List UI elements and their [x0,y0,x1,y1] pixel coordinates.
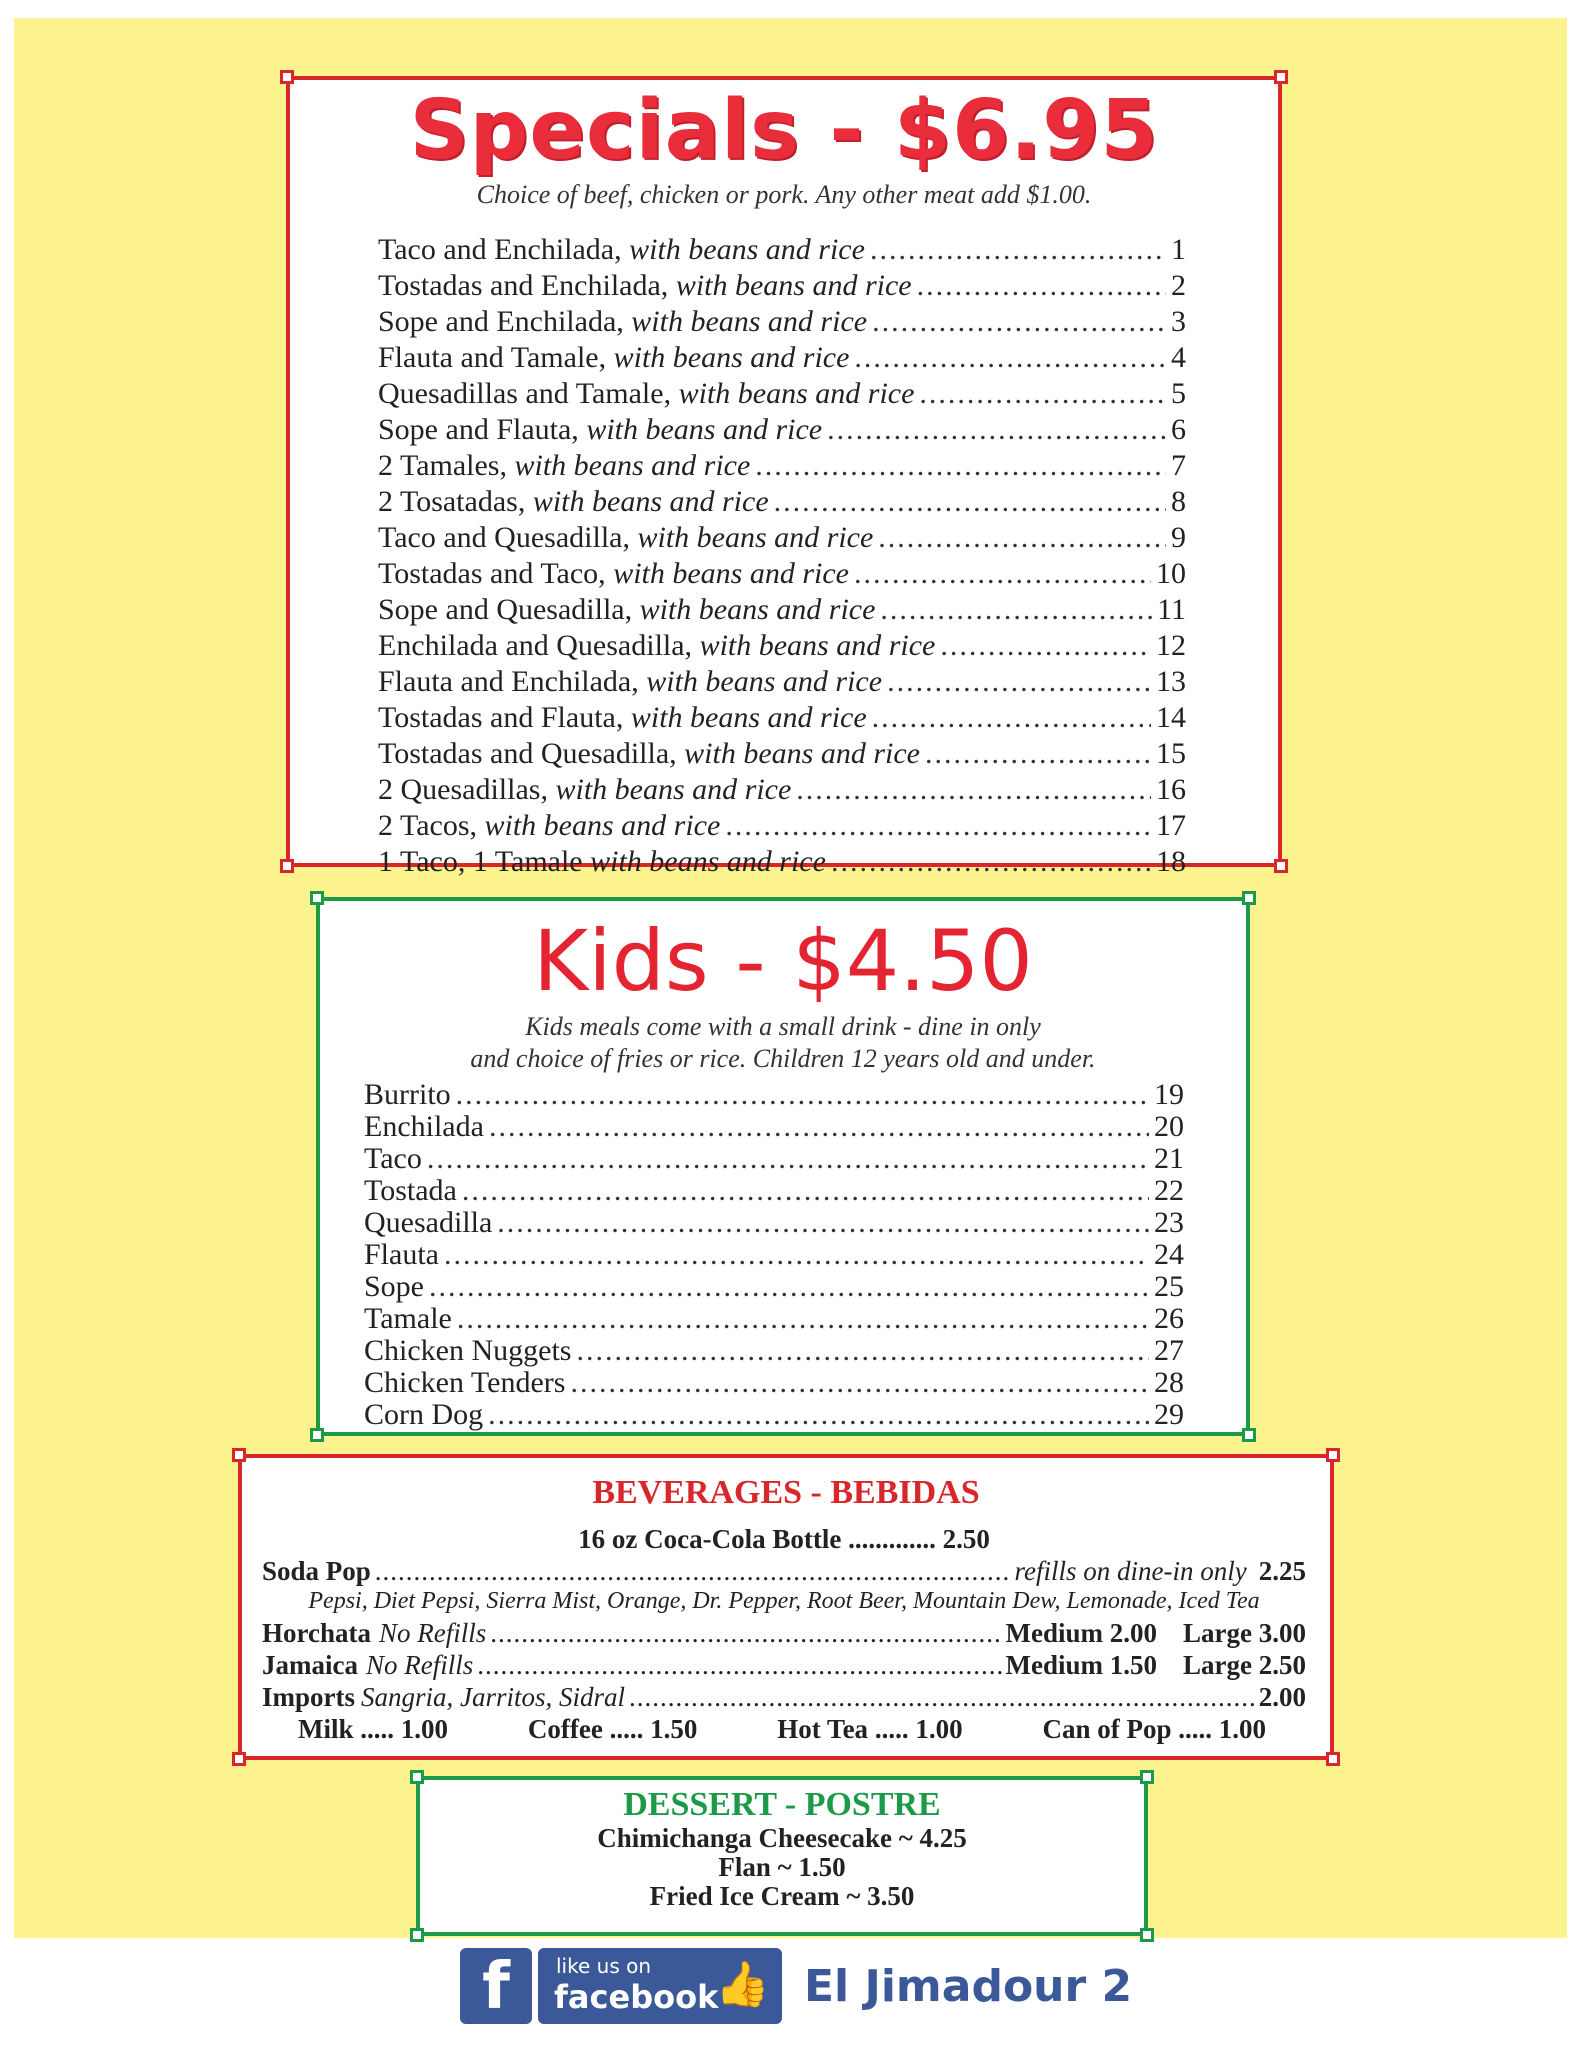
item-number: 28 [1154,1366,1184,1399]
kids-item: Sope ..... 25 [364,1271,1184,1303]
jamaica-line: Jamaica No Refills ..... Medium 1.50 Large 2.50 [262,1650,1306,1681]
item-number: 25 [1154,1270,1184,1303]
kids-list [364,1079,1184,1431]
dessert-title: DESSERT - POSTRE [623,1786,941,1823]
specials-item: 2 Tamales, with beans and rice ..... 7 [378,448,1186,484]
item-number: 6 [1171,413,1186,446]
item-number: 2 [1171,269,1186,302]
facebook-icon[interactable]: f [460,1948,532,2024]
small-drinks-line [298,1714,1266,1745]
kids-panel [316,897,1250,1436]
kids-item: Corn Dog ..... 29 [364,1399,1184,1431]
footer [460,1946,1132,2026]
milk-item: Milk ..... 1.00 [298,1714,449,1744]
item-number: 23 [1154,1206,1184,1239]
specials-item: 2 Tosatadas, with beans and rice ..... 8 [378,484,1186,520]
item-number: 5 [1171,377,1186,410]
restaurant-name: El Jimadour 2 [804,1960,1133,2012]
kids-item: Burrito ..... 19 [364,1079,1184,1111]
can-of-pop-item: Can of Pop ..... 1.00 [1042,1714,1266,1744]
specials-item: Tostadas and Taco, with beans and rice ..... 10 [378,556,1186,592]
specials-item: Tostadas and Flauta, with beans and rice ..... 14 [378,700,1186,736]
specials-item: 2 Quesadillas, with beans and rice ..... 16 [378,772,1186,808]
specials-item: Sope and Flauta, with beans and rice ..... 6 [378,412,1186,448]
facebook-like-badge[interactable]: like us on facebook 👍 [538,1948,782,2024]
soda-flavors: Pepsi, Diet Pepsi, Sierra Mist, Orange, Dr. Pepper, Root Beer, Mountain Dew, Lemonade, Iced Tea [308,1588,1260,1614]
kids-item: Quesadilla ..... 23 [364,1207,1184,1239]
horchata-line: Horchata No Refills ..... Medium 2.00 Large 3.00 [262,1618,1306,1649]
dessert-item: Chimichanga Cheesecake ~ 4.25 [597,1823,967,1853]
item-number: 20 [1154,1110,1184,1143]
specials-item: Sope and Quesadilla, with beans and rice ..... 11 [378,592,1186,628]
item-number: 18 [1156,845,1186,878]
item-number: 1 [1171,233,1186,266]
item-number: 12 [1156,629,1186,662]
specials-item: 1 Taco, 1 Tamale with beans and rice ..... 18 [378,844,1186,880]
imports-line: Imports Sangria, Jarritos, Sidral ..... 2.00 [262,1682,1306,1713]
specials-list [378,232,1186,880]
kids-item: Tamale ..... 26 [364,1303,1184,1335]
item-number: 17 [1156,809,1186,842]
item-number: 16 [1156,773,1186,806]
item-number: 8 [1171,485,1186,518]
kids-subtitle-1: Kids meals come with a small drink - dine in only [525,1012,1041,1041]
item-number: 4 [1171,341,1186,374]
item-number: 15 [1156,737,1186,770]
kids-title: Kids - $4.50 [533,912,1033,1010]
item-number: 21 [1154,1142,1184,1175]
specials-item: Sope and Enchilada, with beans and rice ..... 3 [378,304,1186,340]
item-number: 7 [1171,449,1186,482]
specials-item: Quesadillas and Tamale, with beans and rice ..... 5 [378,376,1186,412]
kids-item: Tostada ..... 22 [364,1175,1184,1207]
specials-item: Flauta and Tamale, with beans and rice ..... 4 [378,340,1186,376]
specials-item: Taco and Quesadilla, with beans and rice ..... 9 [378,520,1186,556]
kids-item: Enchilada ..... 20 [364,1111,1184,1143]
kids-item: Flauta ..... 24 [364,1239,1184,1271]
item-number: 11 [1157,593,1186,626]
item-number: 10 [1156,557,1186,590]
item-number: 29 [1154,1398,1184,1431]
item-number: 24 [1154,1238,1184,1271]
specials-item: 2 Tacos, with beans and rice ..... 17 [378,808,1186,844]
coke-line: 16 oz Coca-Cola Bottle ............. 2.50 [578,1524,990,1554]
thumbs-up-icon: 👍 [715,1959,770,2010]
kids-item: Taco ..... 21 [364,1143,1184,1175]
item-number: 27 [1154,1334,1184,1367]
kids-subtitle-2: and choice of fries or rice. Children 12 years old and under. [470,1044,1096,1073]
specials-subtitle: Choice of beef, chicken or pork. Any other meat add $1.00. [476,180,1092,209]
specials-item: Flauta and Enchilada, with beans and rice ..... 13 [378,664,1186,700]
soda-line: Soda Pop ..... refills on dine-in only 2.25 [262,1556,1306,1587]
specials-title: Specials - $6.95 [409,83,1159,178]
dessert-panel [416,1776,1148,1936]
kids-item: Chicken Nuggets ..... 27 [364,1335,1184,1367]
dessert-item: Flan ~ 1.50 [718,1852,846,1882]
coffee-item: Coffee ..... 1.50 [527,1714,698,1744]
item-number: 3 [1171,305,1186,338]
specials-item: Tostadas and Quesadilla, with beans and rice ..... 15 [378,736,1186,772]
dessert-item: Fried Ice Cream ~ 3.50 [649,1881,915,1911]
beverages-title: BEVERAGES - BEBIDAS [592,1474,980,1511]
item-number: 19 [1154,1078,1184,1111]
specials-item: Enchilada and Quesadilla, with beans and rice ..... 12 [378,628,1186,664]
hot-tea-item: Hot Tea ..... 1.00 [777,1714,963,1744]
item-number: 13 [1156,665,1186,698]
beverages-panel [238,1454,1334,1760]
specials-item: Tostadas and Enchilada, with beans and rice ..... 2 [378,268,1186,304]
item-number: 26 [1154,1302,1184,1335]
item-number: 22 [1154,1174,1184,1207]
kids-item: Chicken Tenders ..... 28 [364,1367,1184,1399]
item-number: 14 [1156,701,1186,734]
specials-item: Taco and Enchilada, with beans and rice ..... 1 [378,232,1186,268]
specials-panel [286,76,1282,878]
item-number: 9 [1171,521,1186,554]
